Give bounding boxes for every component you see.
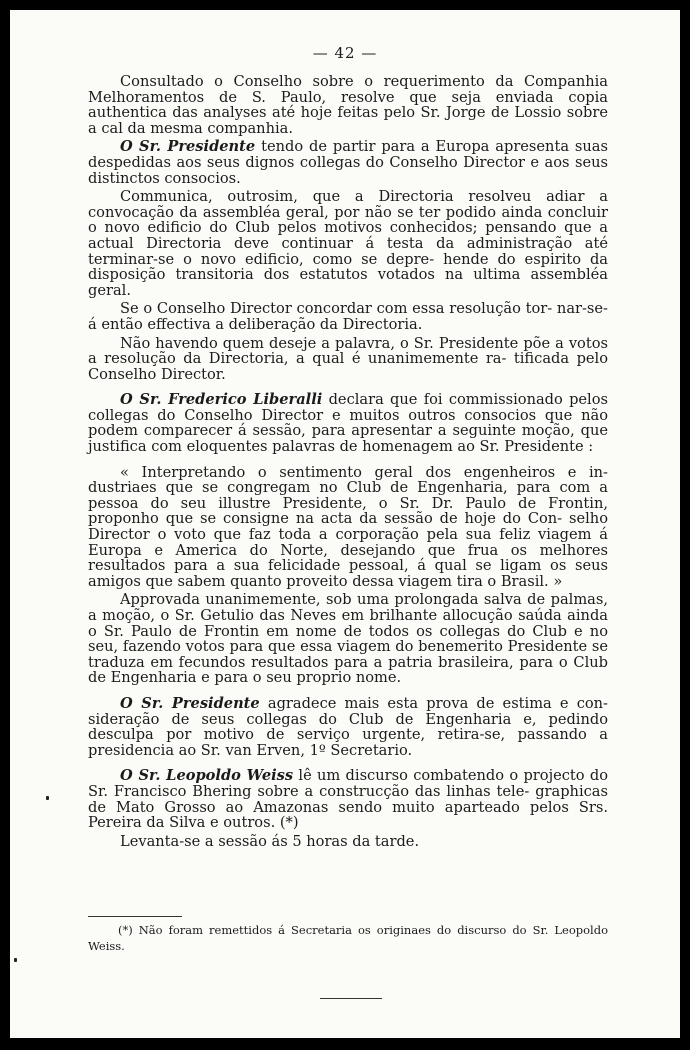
paragraph-text: Approvada unanimemente, sob uma prolongada salva de palmas, a moção, o Sr. Getulio das Neves em brilhante allocução saúda ainda o Sr. Paulo de Frontin em nome de todos os collegas do Club e no seu, fazendo votos para que essa viagem do benemerito Presidente se traduza em fecundos resultados para a patria brasileira, para o Club de Engenharia e para o seu proprio nome. <box>88 591 608 687</box>
page-body <box>88 74 608 852</box>
paragraph <box>88 592 608 686</box>
speaker-name: O Sr. Frederico Liberalli <box>120 391 323 409</box>
page-number: — 42 — <box>312 44 378 62</box>
speaker-name: O Sr. Leopoldo Weiss <box>120 767 294 785</box>
document-page <box>10 10 680 1038</box>
end-divider <box>320 998 382 999</box>
speaker-name: O Sr. Presidente <box>120 138 256 156</box>
footnote-divider <box>88 916 182 917</box>
paragraph <box>88 139 608 186</box>
paragraph-text: « Interpretando o sentimento geral dos engenheiros e in- dustriaes que se congregam no Club de Engenharia, para com a pessoa do seu illustre Presidente, o Sr. Dr. Paulo de Frontin, proponho que se consigne na acta da sessão de hoje do Con- selho Director o voto que faz toda a corporação pela sua feliz viagem á Europa e America do Norte, desejando que frua os melhores resultados para a sua felicidade pessoal, á qual se ligam os seus amigos que sabem quanto proveito dessa viagem tira o Brasil. » <box>88 463 608 590</box>
paragraph <box>88 301 608 332</box>
paragraph <box>88 336 608 383</box>
speaker-name: O Sr. Presidente <box>120 694 260 712</box>
paragraph-text: lê um discurso combatendo o projecto do Sr. Francisco Bhering sobre a construcção das linhas tele- graphicas de Mato Grosso ao Amazonas sendo muito aparteado pelos Srs. Pereira da Silva e outros. (*) <box>88 767 608 832</box>
footnote: (*) Não foram remettidos á Secretaria os originaes do discurso do Sr. Leopoldo Weiss. <box>88 923 608 953</box>
scan-speck <box>46 796 49 800</box>
paragraph <box>88 834 608 850</box>
paragraph <box>88 696 608 758</box>
paragraph-text: Não havendo quem deseje a palavra, o Sr. Presidente põe a votos a resolução da Directoria, a qual é unanimemente ra- tificada pelo Conselho Director. <box>88 334 608 383</box>
paragraph <box>88 768 608 830</box>
paragraph <box>88 74 608 136</box>
motion-quote <box>88 465 608 590</box>
paragraph-text: Consultado o Conselho sobre o requerimento da Companhia Melhoramentos de S. Paulo, resolve que seja enviada copia authentica das analyses até hoje feitas pelo Sr. Jorge de Lossio sobre a cal da mesma companhia. <box>88 73 608 137</box>
scan-speck <box>14 958 17 962</box>
paragraph <box>88 189 608 298</box>
paragraph-text: agradece mais esta prova de estima e con- sideração de seus collegas do Club de Engenharia e, pedindo desculpa por motivo de serviço urgente, retira-se, passando a presidencia ao Sr. van Erven, 1º Secretario. <box>88 694 608 759</box>
paragraph-text: Communica, outrosim, que a Directoria resolveu adiar a convocação da assembléa geral, por não se ter podido ainda concluir o novo edificio do Club pelos motivos conhecidos; pensando que a actual Directoria deve continuar á testa da administração até terminar-se o novo edificio, como se depre- hende do espirito da disposição transitoria dos estatutos votados na ultima assembléa geral. <box>88 188 608 299</box>
paragraph-text: declara que foi commissionado pelos collegas do Conselho Director e muitos outros consocios que não podem comparecer á sessão, para apresentar a seguinte moção, que justifica com eloquentes palavras de homenagem ao Sr. Presidente : <box>88 391 608 456</box>
paragraph-text: Se o Conselho Director concordar com essa resolução tor- nar-se-á então effectiva a deliberação da Directoria. <box>88 300 608 333</box>
paragraph-text: tendo de partir para a Europa apresenta suas despedidas aos seus dignos collegas do Conselho Director e aos seus distinctos consocios. <box>88 138 608 187</box>
paragraph <box>88 392 608 454</box>
paragraph-text: Levanta-se a sessão ás 5 horas da tarde. <box>120 832 420 850</box>
